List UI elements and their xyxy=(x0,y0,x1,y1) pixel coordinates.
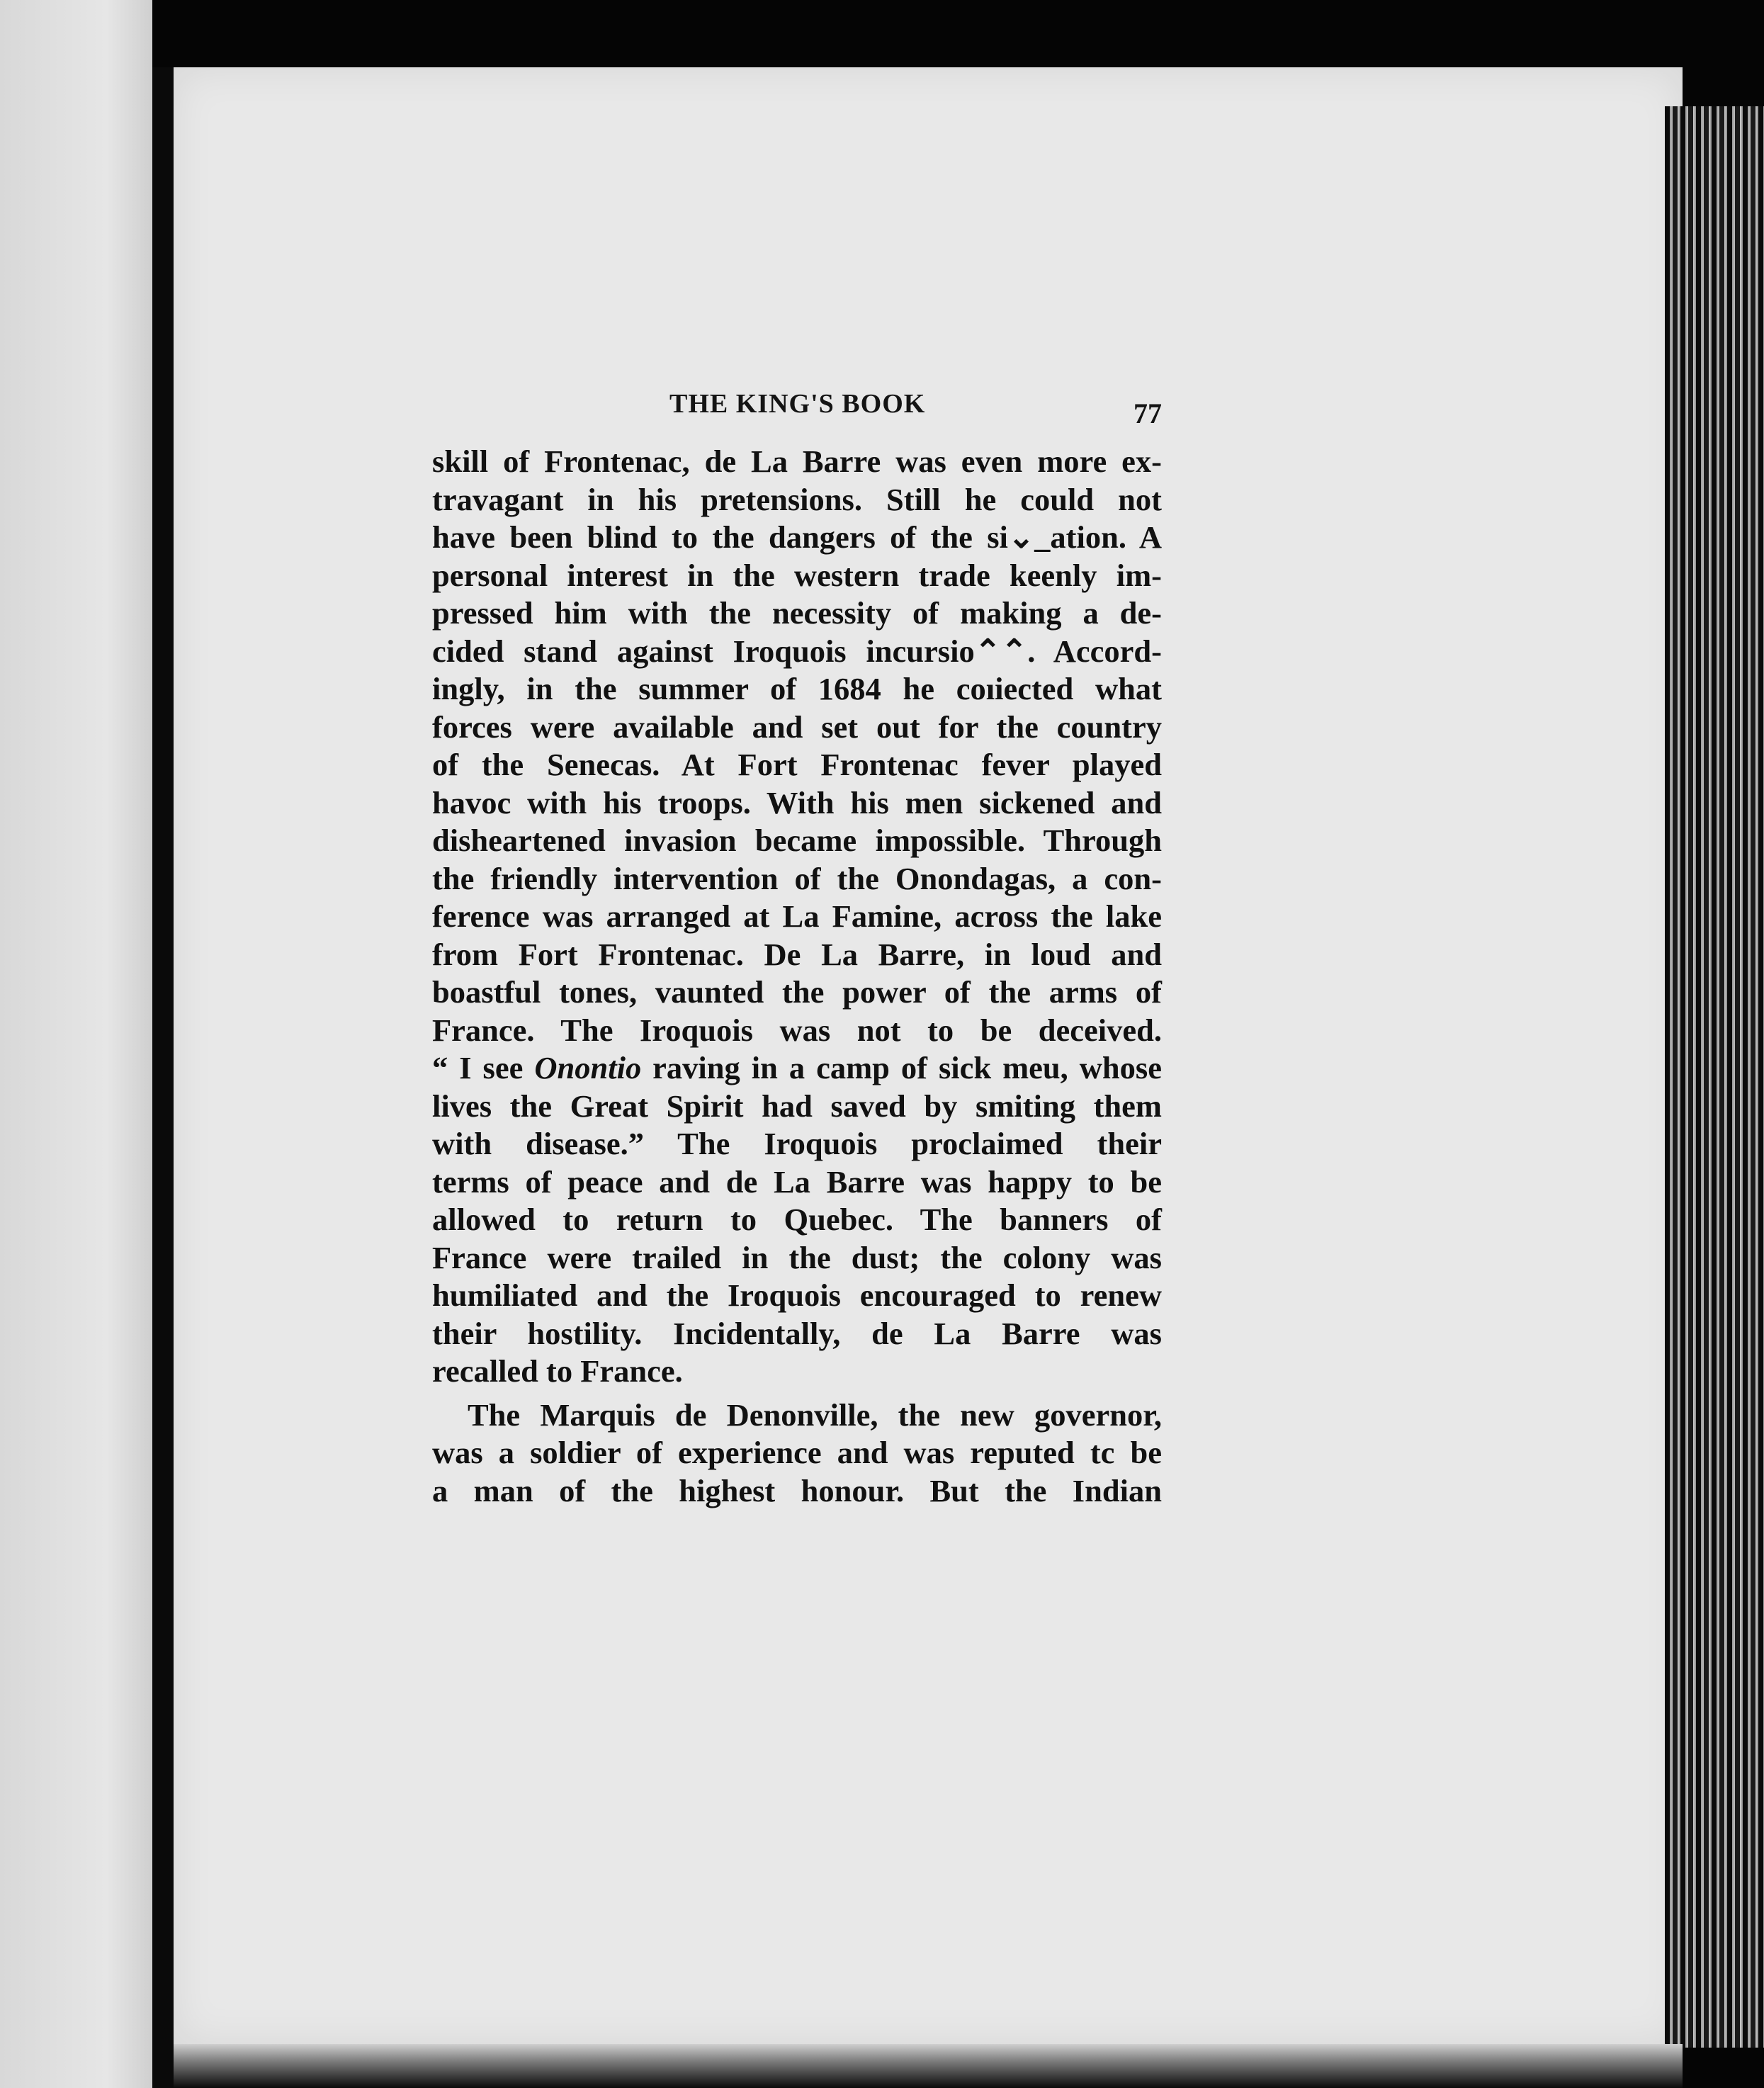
text-line: was a soldier of experience and was reputed tc be xyxy=(432,1435,1162,1470)
text-line: France. The Iroquois was not to be deceived. xyxy=(432,1012,1162,1048)
text-line: ingly, in the summer of 1684 he coıiected what xyxy=(432,671,1162,706)
text-line: skill of Frontenac, de La Barre was even more ex- xyxy=(432,444,1162,479)
quote-text-post: raving in a camp of sick meu, whose xyxy=(641,1050,1162,1085)
text-line: terms of peace and de La Barre was happy to be xyxy=(432,1163,1162,1200)
page-bottom-edge xyxy=(174,2044,1683,2088)
text-line: forces were available and set out for the country xyxy=(432,709,1162,745)
quote-italic-name: Onontio xyxy=(534,1050,642,1085)
text-line: cided stand against Iroquois incursio⌃⌃. Accord- xyxy=(432,633,1162,669)
paragraph xyxy=(432,443,1162,1391)
text-line: the friendly intervention of the Onondagas, a con- xyxy=(432,860,1162,896)
text-line: allowed to return to Quebec. The banners of xyxy=(432,1202,1162,1237)
body-text xyxy=(432,443,1162,1510)
running-title: THE KING'S BOOK xyxy=(669,389,926,419)
text-line: pressed him with the necessity of making a de- xyxy=(432,595,1162,631)
quote-text-pre: “ I see xyxy=(432,1050,535,1085)
text-line: personal interest in the western trade keenly im- xyxy=(432,557,1162,593)
text-line: have been blind to the dangers of the si⌄_ation. A xyxy=(432,519,1162,555)
text-line: disheartened invasion became impossible. Through xyxy=(432,823,1162,858)
text-line: of the Senecas. At Fort Frontenac fever played xyxy=(432,747,1162,782)
text-line: The Marquis de Denonville, the new governor, xyxy=(468,1396,1162,1433)
text-line: from Fort Frontenac. De La Barre, in loud and xyxy=(432,936,1162,972)
text-line: ference was arranged at La Famine, across the lake xyxy=(432,898,1162,934)
paragraph-gap xyxy=(432,1391,1162,1396)
text-line: with disease.” The Iroquois proclaimed their xyxy=(432,1126,1162,1161)
left-page-edge xyxy=(0,0,152,2088)
text-line: boastful tones, vaunted the power of the arms of xyxy=(432,974,1162,1010)
paragraph xyxy=(432,1396,1162,1511)
text-line: their hostility. Incidentally, de La Barre was xyxy=(432,1315,1162,1351)
text-line: France were trailed in the dust; the colony was xyxy=(432,1239,1162,1275)
text-line: havoc with his troops. With his men sickened and xyxy=(432,784,1162,820)
page-number: 77 xyxy=(1133,397,1162,429)
text-line-quote xyxy=(432,1049,1162,1088)
page-fore-edge xyxy=(1665,106,1764,2048)
book-gutter xyxy=(152,67,174,2088)
text-line: a man of the highest honour. But the Indian xyxy=(432,1472,1162,1508)
text-line: lives the Great Spirit had saved by smiting them xyxy=(432,1088,1162,1124)
text-line: recalled to France. xyxy=(432,1353,683,1389)
text-line: humiliated and the Iroquois encouraged to renew xyxy=(432,1277,1162,1313)
text-line: travagant in his pretensions. Still he could not xyxy=(432,481,1162,517)
